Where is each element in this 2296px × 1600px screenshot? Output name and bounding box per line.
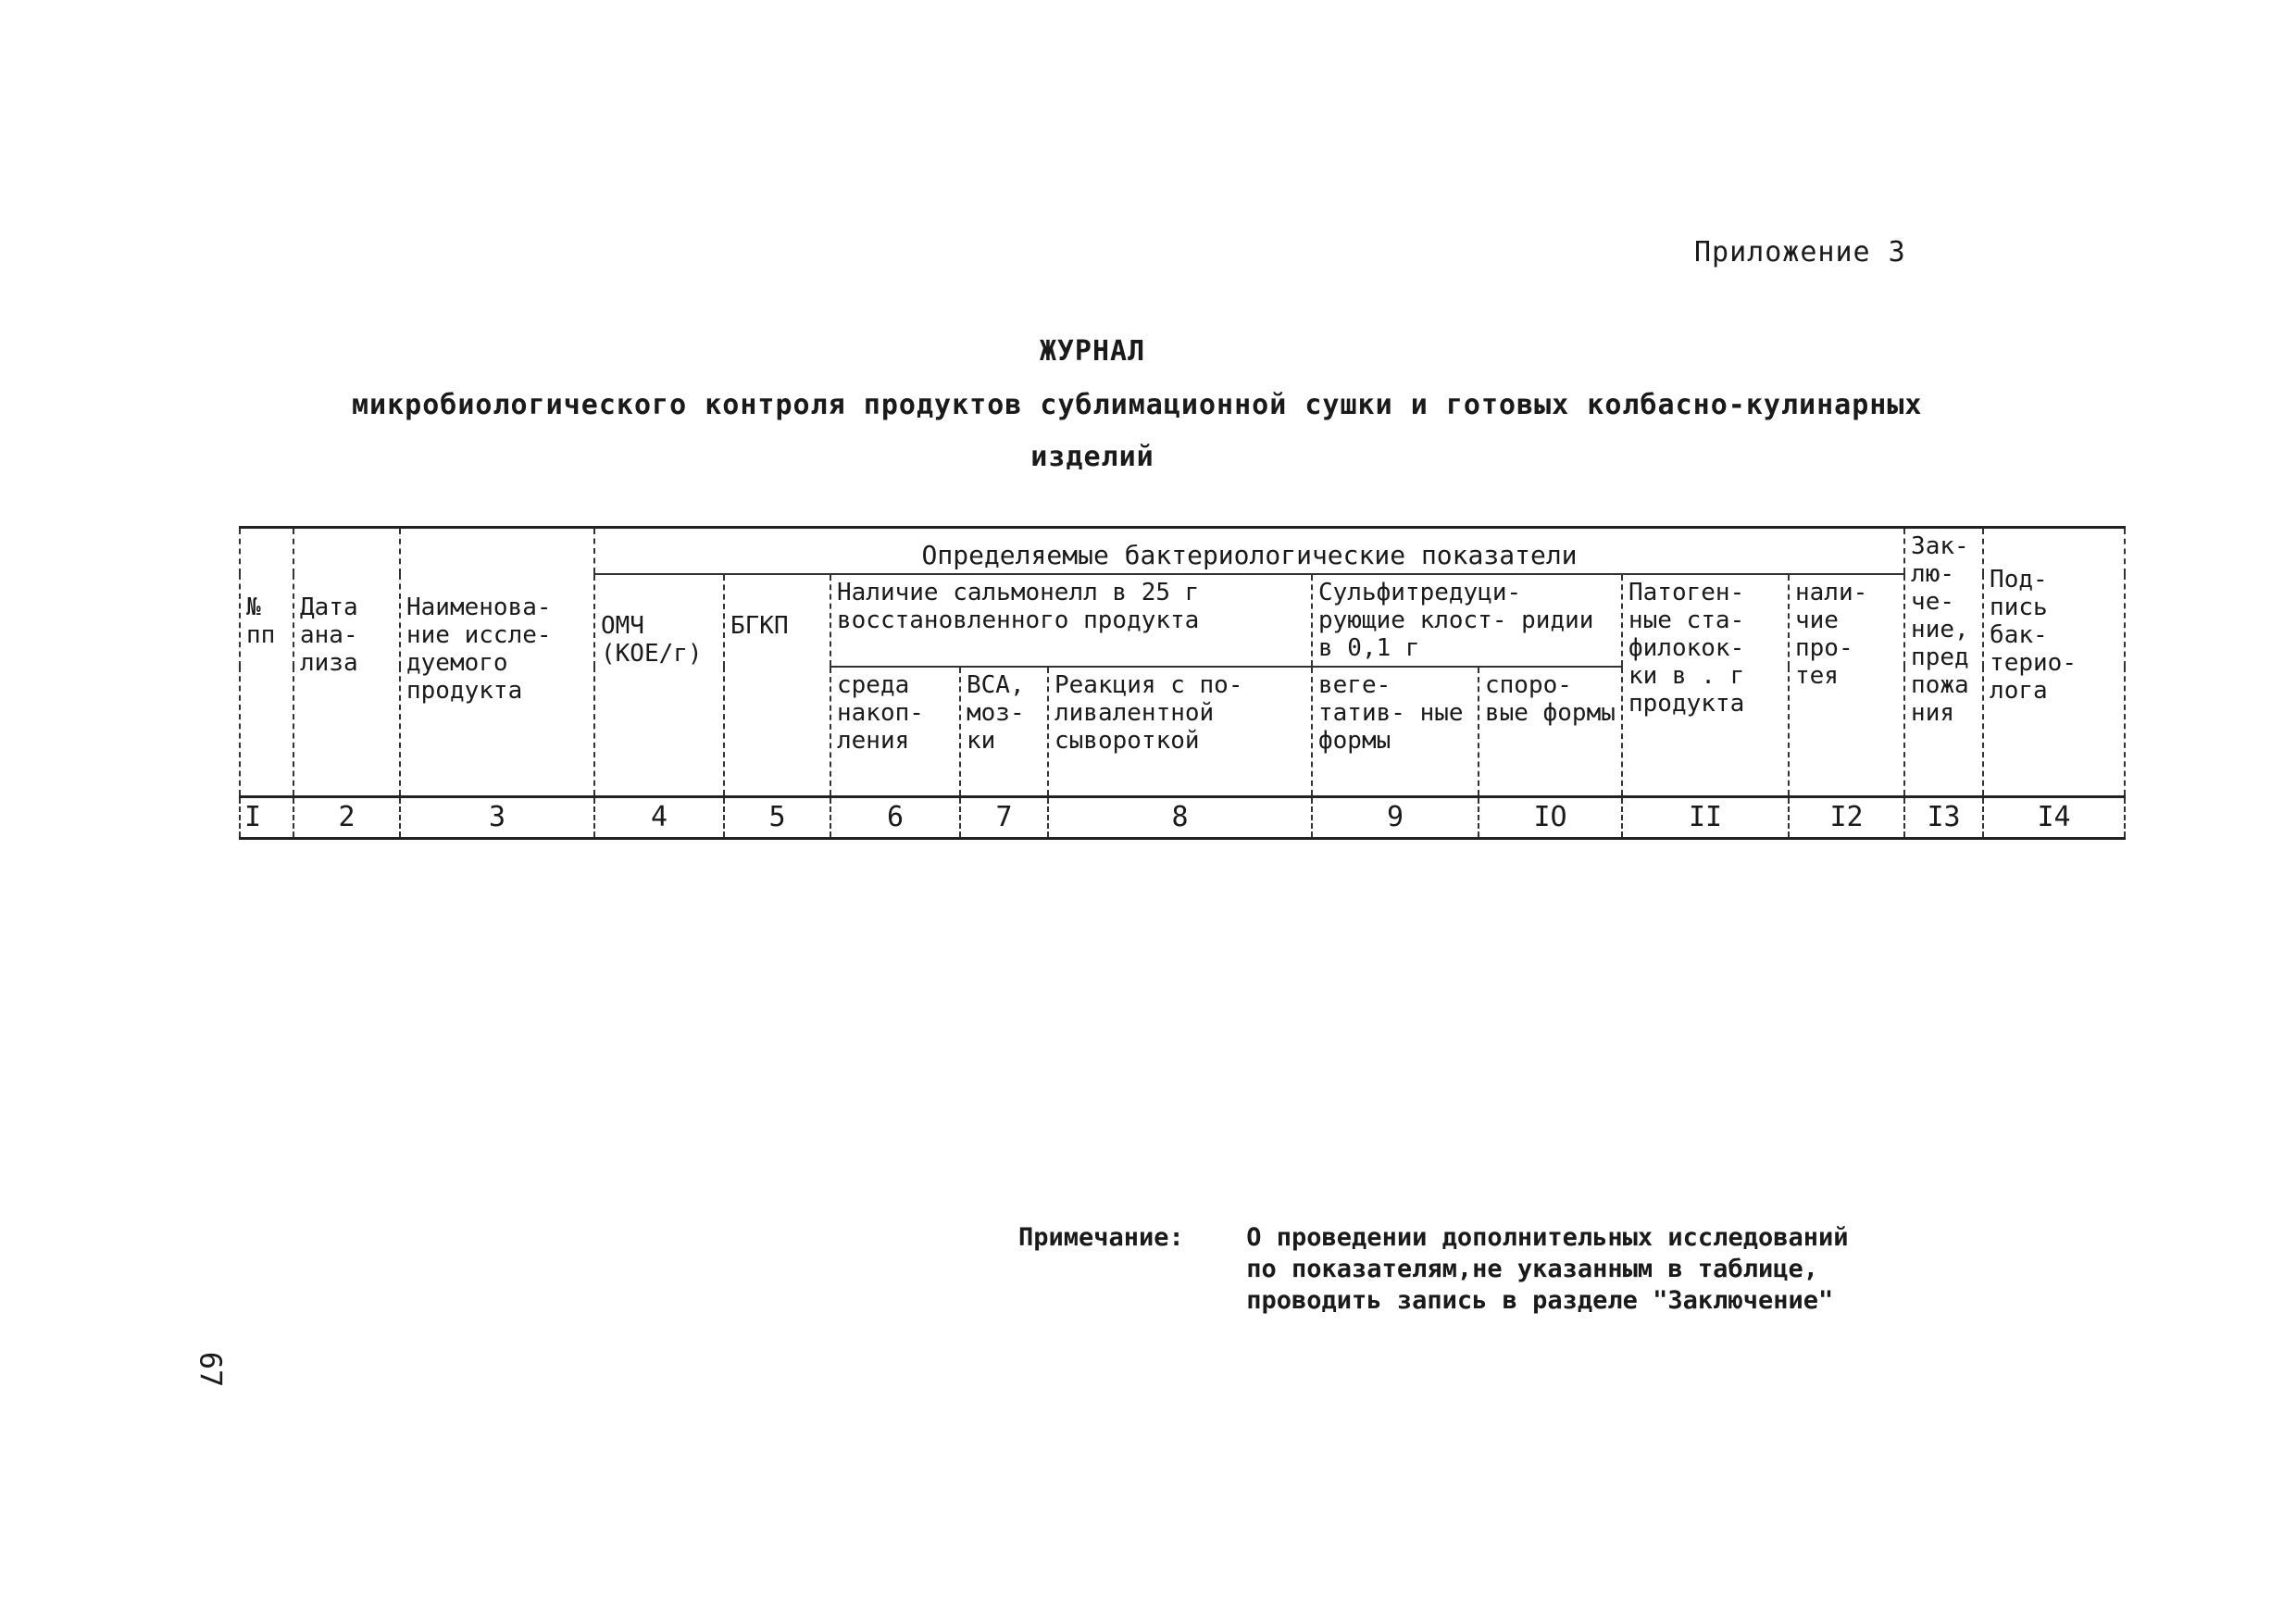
column-number: I3 bbox=[1904, 797, 1983, 839]
header-clostridia: Сульфитредуци- рующие клост- ридии в 0,1 г bbox=[1312, 574, 1622, 667]
header-staphylococci: Патоген- ные ста- филокок- ки в . г продукта bbox=[1622, 574, 1789, 797]
column-numbers-row bbox=[240, 797, 2125, 839]
header-vegetative: веге- татив- ные формы bbox=[1312, 667, 1479, 797]
header-date: Дата ана- лиза bbox=[293, 528, 400, 797]
header-salmonella: Наличие сальмонелл в 25 г восстановленного продукта bbox=[830, 574, 1312, 667]
note-label: Примечание: bbox=[1018, 1223, 1184, 1252]
column-number: 4 bbox=[594, 797, 724, 839]
column-number: I bbox=[240, 797, 293, 839]
column-number: IO bbox=[1479, 797, 1622, 839]
header-signature: Под- пись бак- терио- лога bbox=[1983, 528, 2125, 797]
note-line: О проведении дополнительных исследований bbox=[1246, 1223, 1849, 1252]
header-conclusion: Зак- лю- че- ние, пред пожа ния bbox=[1904, 528, 1983, 797]
column-number: 9 bbox=[1312, 797, 1479, 839]
header-reaction: Реакция с по- ливалентной сывороткой bbox=[1048, 667, 1312, 797]
header-vsa: ВСА, моз- ки bbox=[960, 667, 1048, 797]
header-proteus: нали- чие про- тея bbox=[1789, 574, 1904, 797]
journal-subtitle-line-2: изделий bbox=[1030, 441, 1154, 473]
note-line: проводить запись в разделе "Заключение" bbox=[1246, 1286, 1834, 1315]
journal-table bbox=[239, 526, 2126, 840]
header-product: Наименова- ние иссле- дуемого продукта bbox=[400, 528, 594, 797]
page-number: 67 bbox=[193, 1351, 229, 1388]
journal-table-wrapper bbox=[239, 526, 2124, 840]
journal-title: ЖУРНАЛ bbox=[1039, 335, 1146, 368]
note-text bbox=[1246, 1222, 1848, 1317]
column-number: 5 bbox=[724, 797, 830, 839]
column-number: 3 bbox=[400, 797, 594, 839]
column-number: II bbox=[1622, 797, 1789, 839]
appendix-label: Приложение 3 bbox=[1694, 236, 1906, 269]
header-medium: среда накоп- ления bbox=[830, 667, 960, 797]
note-block bbox=[1018, 1222, 1848, 1317]
header-row-1 bbox=[240, 528, 2125, 575]
column-number: I2 bbox=[1789, 797, 1904, 839]
header-bgkp: БГКП bbox=[724, 574, 830, 797]
column-number: 8 bbox=[1048, 797, 1312, 839]
header-spore: споро- вые формы bbox=[1479, 667, 1622, 797]
note-line: по показателям,не указанным в таблице, bbox=[1246, 1255, 1818, 1283]
column-number: 6 bbox=[830, 797, 960, 839]
header-no: № пп bbox=[240, 528, 293, 797]
column-number: 7 bbox=[960, 797, 1048, 839]
header-group-bacteriological: Определяемые бактериологические показатели bbox=[594, 528, 1904, 575]
journal-subtitle-line-1: микробиологического контроля продуктов сублимационной сушки и готовых колбасно-кулинарных bbox=[352, 389, 1923, 421]
column-number: 2 bbox=[293, 797, 400, 839]
column-number: I4 bbox=[1983, 797, 2125, 839]
header-omch: ОМЧ (КОЕ/г) bbox=[594, 574, 724, 797]
